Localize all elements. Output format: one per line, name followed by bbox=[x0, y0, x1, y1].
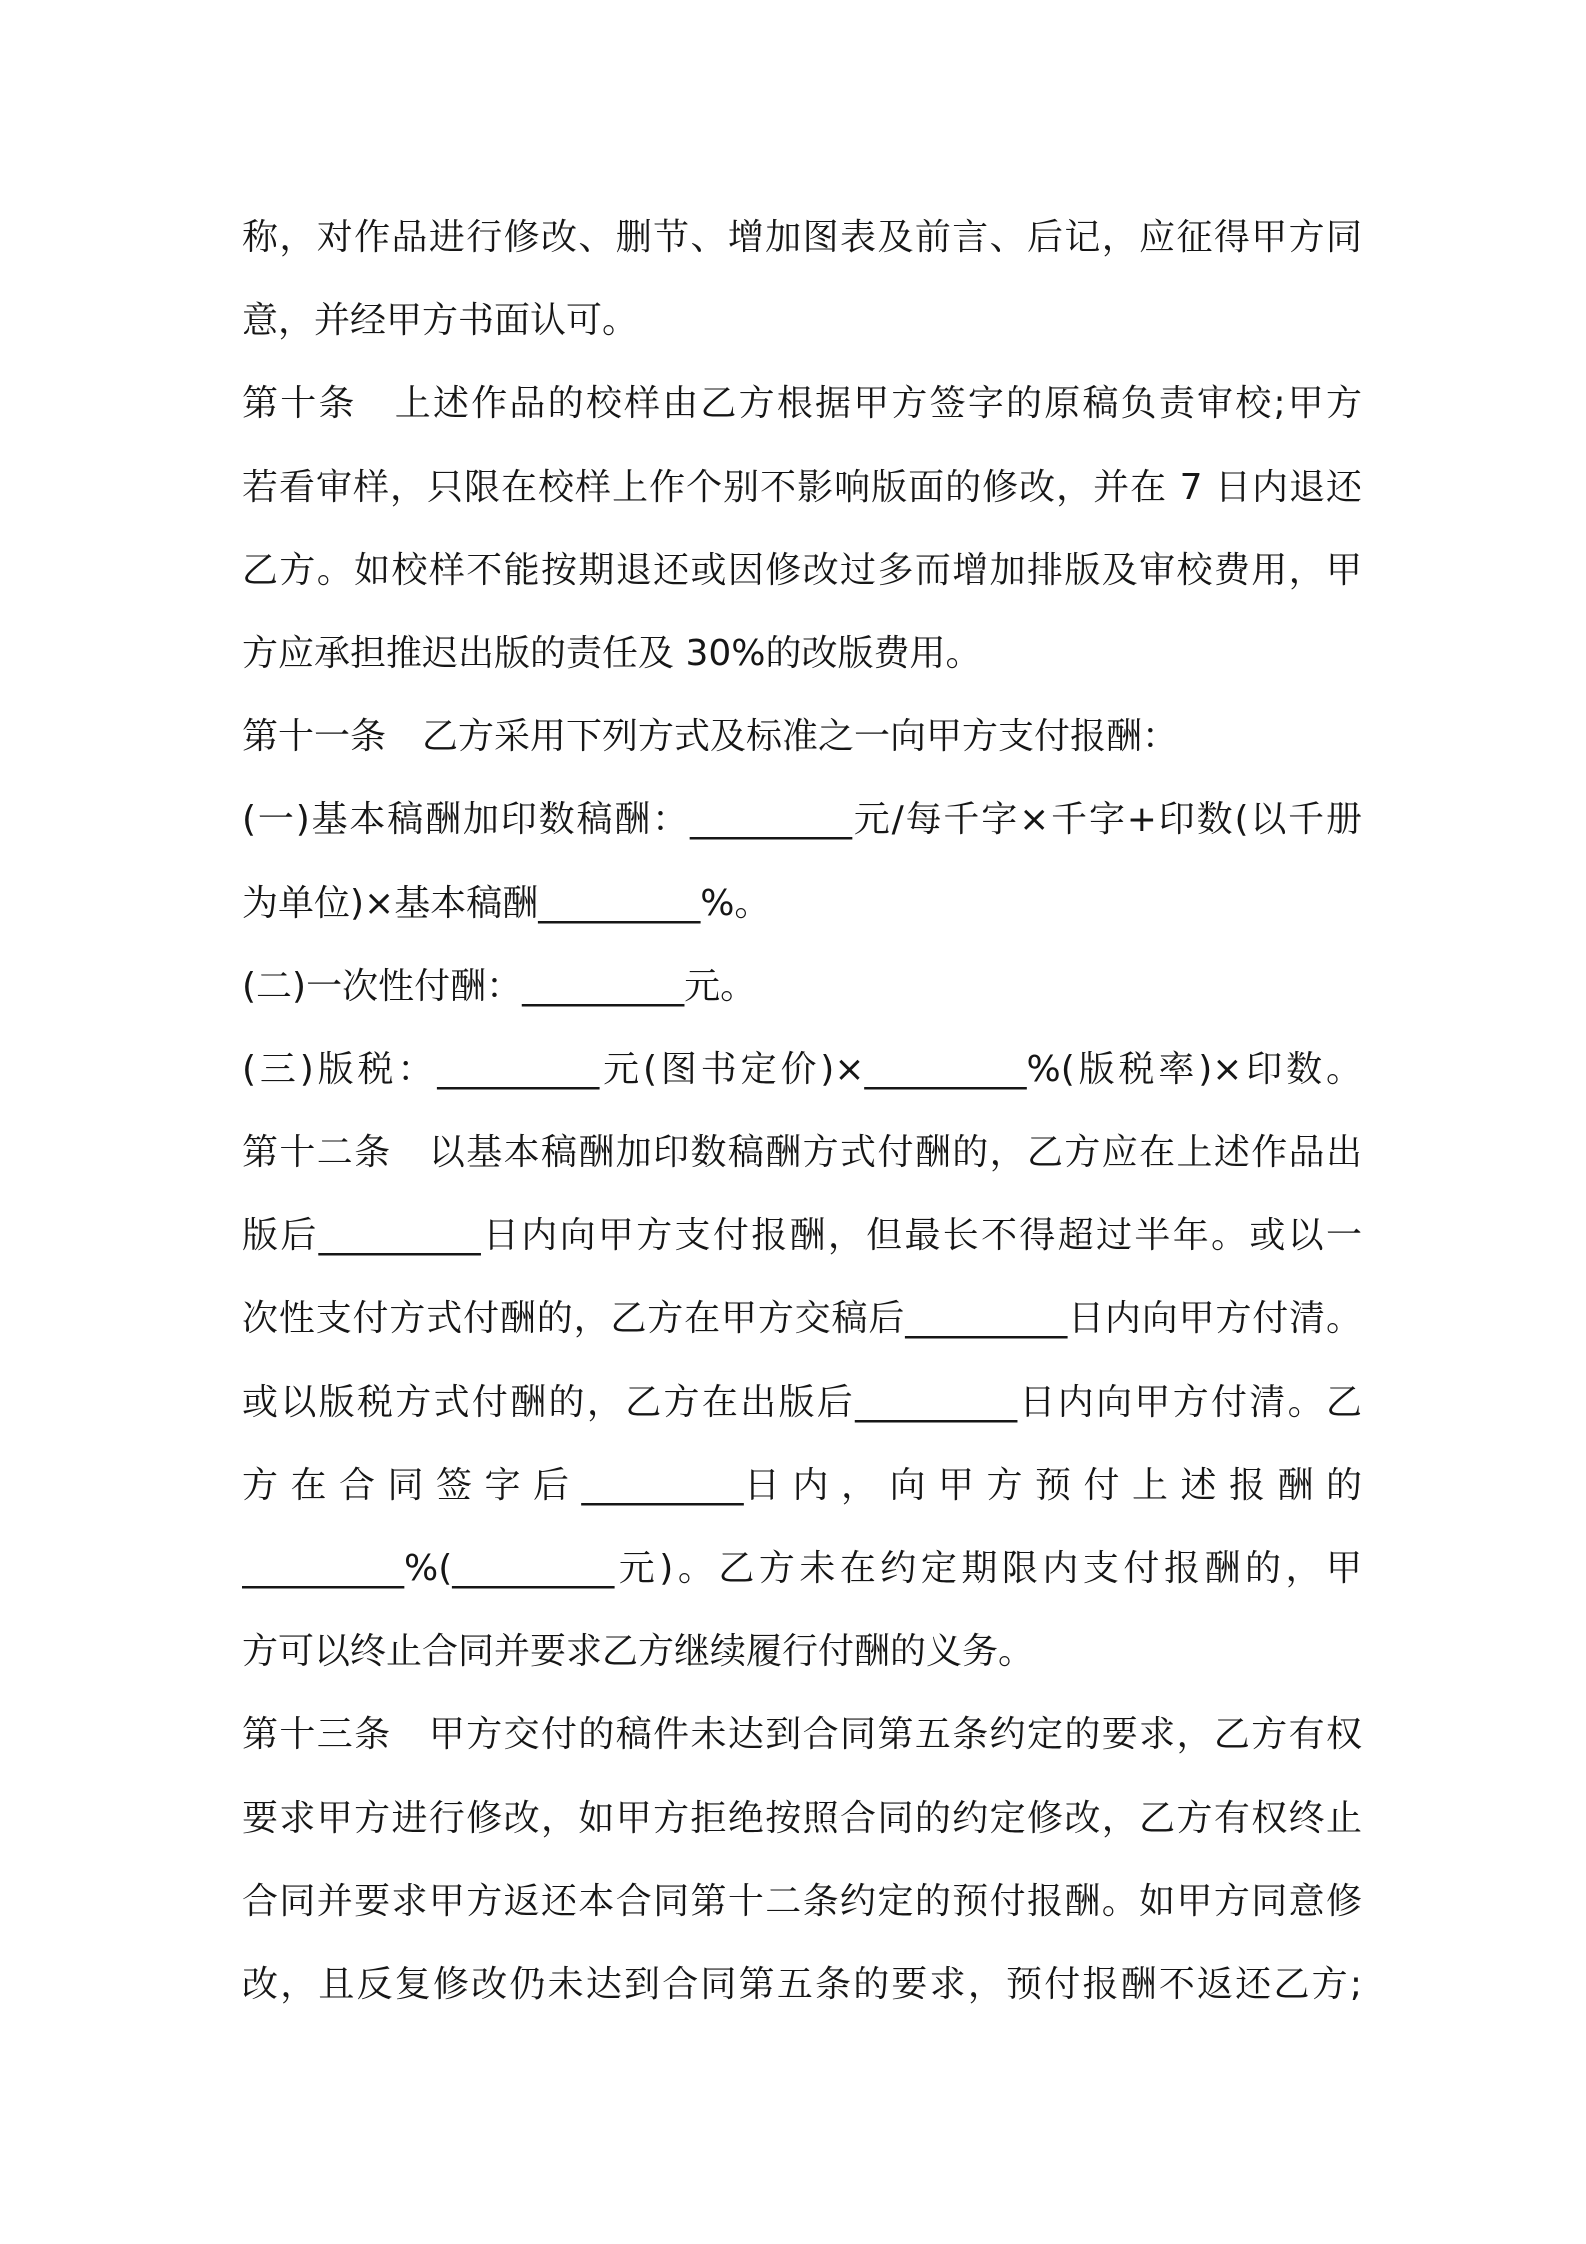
text-line: 意，并经甲方书面认可。 bbox=[242, 300, 639, 342]
text-line: 版后_________日内向甲方支付报酬，但最长不得超过半年。或以一 bbox=[242, 1215, 1362, 1257]
text-line: 方可以终止合同并要求乙方继续履行付酬的义务。 bbox=[242, 1631, 1035, 1673]
text-line: 改，且反复修改仍未达到合同第五条的要求，预付报酬不返还乙方; bbox=[242, 1963, 1362, 2005]
text-line: 方 在 合 同 签 字 后 _________日 内 ， 向 甲 方 预 付 上 述 报 酬 的 bbox=[242, 1464, 1362, 1506]
text-line: 次性支付方式付酬的，乙方在甲方交稿后_________日内向甲方付清。 bbox=[242, 1298, 1362, 1340]
text-line: 乙方。如校样不能按期退还或因修改过多而增加排版及审校费用，甲 bbox=[242, 549, 1362, 591]
payment-option-3-line: (三)版税：_________元(图书定价)×_________%(版税率)×印数。 bbox=[242, 1048, 1362, 1090]
text-line: 或以版税方式付酬的，乙方在出版后_________日内向甲方付清。乙 bbox=[242, 1381, 1362, 1423]
text-line: 要求甲方进行修改，如甲方拒绝按照合同的约定修改，乙方有权终止 bbox=[242, 1797, 1362, 1839]
text-line: 方应承担推迟出版的责任及 30%的改版费用。 bbox=[242, 632, 982, 674]
article-11-heading-line: 第十一条 乙方采用下列方式及标准之一向甲方支付报酬： bbox=[242, 716, 1179, 758]
text-line: 称，对作品进行修改、删节、增加图表及前言、后记，应征得甲方同 bbox=[242, 217, 1362, 258]
text-line: 若看审样，只限在校样上作个别不影响版面的修改，并在 7 日内退还 bbox=[242, 466, 1362, 508]
contract-text bbox=[242, 196, 1362, 2026]
article-13-heading-line: 第十三条 甲方交付的稿件未达到合同第五条约定的要求，乙方有权 bbox=[242, 1714, 1362, 1756]
text-line: 合同并要求甲方返还本合同第十二条约定的预付报酬。如甲方同意修 bbox=[242, 1880, 1362, 1922]
payment-option-2-line: (二)一次性付酬：_________元。 bbox=[242, 965, 757, 1007]
text-line: _________%(_________元)。乙方未在约定期限内支付报酬的，甲 bbox=[242, 1548, 1362, 1589]
text-line: 为单位)×基本稿酬_________%。 bbox=[242, 882, 771, 924]
article-12-heading-line: 第十二条 以基本稿酬加印数稿酬方式付酬的，乙方应在上述作品出 bbox=[242, 1132, 1362, 1174]
article-10-heading-line: 第十条 上述作品的校样由乙方根据甲方签字的原稿负责审校;甲方 bbox=[242, 383, 1362, 425]
payment-option-1-line: (一)基本稿酬加印数稿酬：_________元/每千字×千字+印数(以千册 bbox=[242, 799, 1362, 841]
